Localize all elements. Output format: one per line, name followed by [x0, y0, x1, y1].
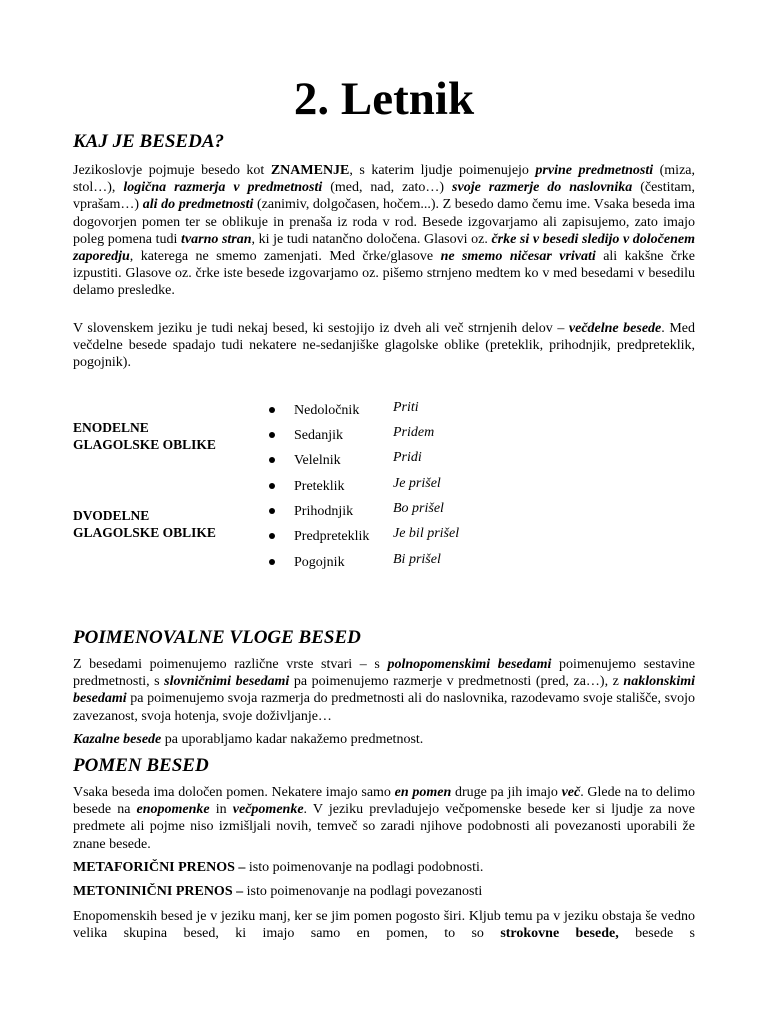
text: , s katerim ljudje poimenujejo [349, 163, 536, 178]
emphasis: več [561, 785, 581, 800]
bullet-icon [269, 533, 275, 539]
emphasis: svoje razmerje do naslovnika [452, 180, 633, 196]
section-heading-pomen-besed: POMEN BESED [73, 755, 209, 776]
section-heading-kaj-je-beseda: KAJ JE BESEDA? [73, 131, 224, 152]
emphasis: slovničnimi besedami [164, 674, 290, 690]
emphasis: ZNAMENJE [270, 163, 350, 178]
page-title: 2. Letnik [293, 73, 475, 125]
text: . Med večdelne besede spadajo tudi nekatere ne-sedanjiške glagolske oblike (preteklik, prihodnjik, predpreteklik, pogojnik). [73, 321, 695, 371]
text: pa uporabljamo kadar nakažemo predmetnost. [161, 732, 424, 747]
paragraph-poimenovalne-vloge [73, 656, 695, 725]
group-label-dvodelne [73, 507, 216, 541]
verb-form-example: Pridi [393, 450, 422, 465]
emphasis: Kazalne besede [73, 732, 162, 747]
bullet-icon [269, 483, 275, 489]
text: besede s [618, 926, 695, 942]
paragraph-metaforicni-prenos [73, 859, 695, 876]
text: isto poimenovanje na podlagi podobnosti. [245, 860, 484, 875]
bullet-icon [269, 457, 275, 463]
term: METONINIČNI PRENOS – [73, 884, 244, 899]
group-label-line: GLAGOLSKE OBLIKE [73, 525, 216, 540]
verb-form-name: Sedanjik [294, 428, 343, 443]
emphasis: večdelne besede [568, 321, 662, 336]
text: (miza, stol…), [73, 163, 695, 196]
verb-form-name: Preteklik [294, 479, 345, 494]
bullet-icon [269, 432, 275, 438]
bullet-icon [269, 508, 275, 514]
paragraph-vecdelne [73, 320, 695, 372]
text: pa poimenujemo razmerje v predmetnosti (pred, za…), z [289, 674, 624, 690]
verb-form-example: Pridem [393, 425, 435, 440]
text: in [209, 802, 233, 818]
verb-form-row [269, 501, 689, 528]
emphasis: črke si v besedi sledijo v določenem zaporedju [73, 231, 695, 265]
verb-form-row [269, 476, 689, 503]
verb-form-name: Velelnik [294, 453, 341, 468]
text: pa poimenujemo svoja razmerja do predmetnosti ali do naslovnika, razodevamo svoje stališče, svojo zavezanost, svoja hotenja, svoje doživljanje… [73, 691, 695, 724]
text: . Glede na to delimo besede na [73, 785, 695, 818]
text: (med, nad, zato…) [322, 180, 453, 196]
verb-form-example: Priti [393, 400, 419, 415]
text: Vsaka beseda ima določen pomen. Nekatere imajo samo [73, 785, 395, 800]
verb-form-row [269, 400, 689, 427]
text: druge pa jih imajo [451, 785, 562, 800]
section-heading-poimenovalne-vloge: POIMENOVALNE VLOGE BESED [73, 627, 361, 648]
emphasis: logična razmerja v predmetnosti [123, 180, 323, 196]
verb-form-name: Predpreteklik [294, 529, 370, 544]
verb-form-example: Bi prišel [393, 552, 441, 567]
paragraph-enopomenske [73, 908, 695, 942]
text: , katerega ne smemo zamenjati. Med črke/glasove [129, 249, 441, 265]
emphasis: prvine predmetnosti [535, 163, 654, 178]
text: (čestitam, vprašam…) [73, 180, 696, 213]
verb-form-example: Je prišel [393, 476, 441, 491]
text: poimenujemo sestavine predmetnosti, s [73, 657, 695, 690]
text: , ki je tudi natančno določena. Glasovi oz. [251, 231, 492, 247]
emphasis: tvarno stran [181, 231, 252, 247]
verb-form-example: Je bil prišel [393, 526, 460, 541]
text: . V jeziku prevladujejo večpomenske besede ker si ljudje za nove predmete ali pojme niso izmišljali novih, temveč so zaradi njihove podobnosti ali povezanosti uporabili že znane besede. [73, 802, 695, 852]
emphasis: polnopomenskimi besedami [387, 657, 552, 672]
group-label-line: GLAGOLSKE OBLIKE [73, 437, 216, 452]
group-label-enodelne [73, 419, 216, 453]
emphasis: strokovne besede, [500, 926, 619, 942]
emphasis: ne smemo ničesar vrivati [440, 249, 596, 265]
bullet-icon [269, 559, 275, 565]
verb-form-row [269, 552, 689, 579]
verb-form-row [269, 425, 689, 452]
emphasis: enopomenke [136, 802, 210, 818]
text: Jezikoslovje pojmuje besedo kot [73, 163, 271, 178]
verb-form-row [269, 526, 689, 553]
paragraph-kazalne-besede [73, 731, 695, 748]
text: V slovenskem jeziku je tudi nekaj besed, ki sestojijo iz dveh ali več strnjenih delov – [73, 321, 569, 336]
verb-form-name: Prihodnjik [294, 504, 354, 519]
verb-form-name: Pogojnik [294, 555, 345, 570]
bullet-icon [269, 407, 275, 413]
emphasis: ali do predmetnosti [142, 197, 254, 213]
paragraph-metoninicni-prenos [73, 883, 695, 900]
paragraph-znamenje [73, 162, 695, 300]
emphasis: en pomen [394, 785, 452, 800]
text: (zanimiv, dolgočasen, hočem...). Z besedo damo čemu ime. Vsaka beseda ima dogovorjen pomen ter se oblikuje in prenaša iz roda v rod. Besede izgovarjamo ali zapisujemo, zato imajo poleg pomena tudi [73, 197, 696, 247]
paragraph-pomen-besed [73, 784, 695, 853]
emphasis: večpomenke [232, 802, 304, 818]
text: ali kakšne črke izpustiti. Glasove oz. črke iste besede izgovarjamo oz. pišemo strnjeno medtem ko v med besedami v besedilu delamo presledke. [73, 249, 695, 299]
verb-form-row [269, 450, 689, 477]
text: isto poimenovanje na podlagi povezanosti [243, 884, 483, 899]
term: METAFORIČNI PRENOS – [73, 860, 246, 875]
emphasis: naklonskimi besedami [73, 674, 695, 707]
group-label-line: DVODELNE [73, 508, 150, 523]
verb-form-example: Bo prišel [393, 501, 444, 516]
group-label-line: ENODELNE [73, 420, 149, 435]
text: Z besedami poimenujemo različne vrste stvari – s [73, 657, 388, 672]
text: Enopomenskih besed je v jeziku manj, ker se jim pomen pogosto širi. Kljub temu pa v jeziku obstaja še vedno velika skupina besed, ki imajo samo en pomen, to so [73, 909, 695, 942]
verb-form-name: Nedoločnik [294, 403, 360, 418]
